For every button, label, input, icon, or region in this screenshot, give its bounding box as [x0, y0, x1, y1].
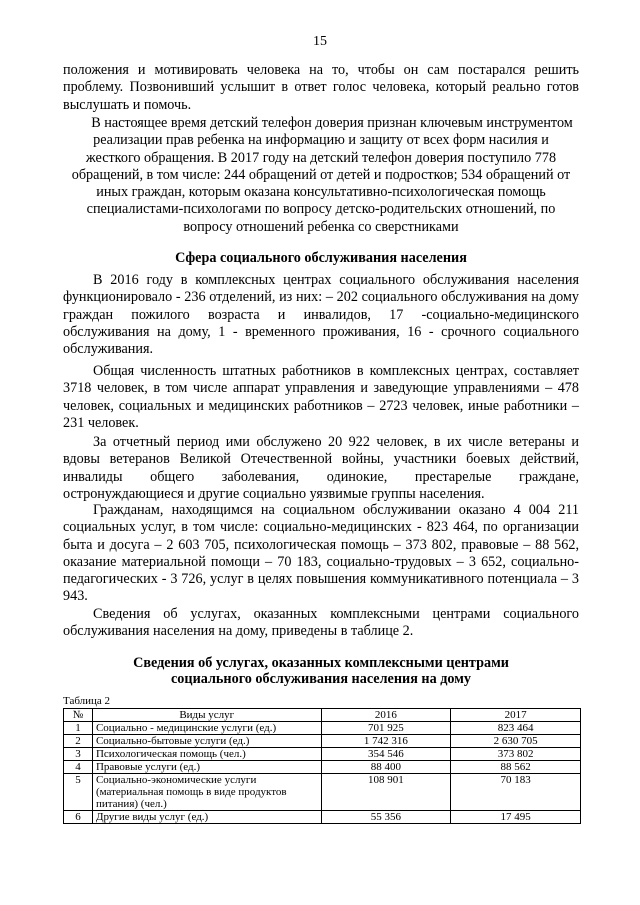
paragraph-hotline: В настоящее время детский телефон доверия признан ключевым инструментом реализации прав ребенка на информацию и защиту от всех форм насилия и жесткого обращения. В 2017 году на детский телефон доверия поступило 778 обращений, в том числе: 244 обращений от детей и подростков; 534 обращений от иных граждан, которым оказана консультативно-психологическая помощь специалистами-психологами по вопросу детско-родительских отношений, по вопросу отношений ребенка со сверстниками [71, 115, 573, 235]
paragraph-table-reference: Сведения об услугах, оказанных комплексными центрами социального обслуживания населения на дому, приведены в таблице 2. [63, 606, 579, 640]
table-row [64, 722, 581, 735]
table-row [64, 761, 581, 774]
row-number: 3 [64, 748, 93, 761]
row-service: Социально-экономические услуги (материальная помощь в виде продуктов питания) (чел.) [92, 774, 321, 811]
row-value-2016: 1 742 316 [321, 735, 451, 748]
row-number: 4 [64, 761, 93, 774]
section-title: Сфера социального обслуживания населения [175, 250, 467, 266]
row-value-2016: 701 925 [321, 722, 451, 735]
row-value-2017: 70 183 [451, 774, 581, 811]
row-service: Другие виды услуг (ед.) [92, 811, 321, 824]
paragraph-continuation: положения и мотивировать человека на то, чтобы он сам постарался решить проблему. Позвонивший услышит в ответ голос человека, который реально готов выслушать и помочь. [63, 62, 579, 113]
row-value-2017: 88 562 [451, 761, 581, 774]
row-service: Правовые услуги (ед.) [92, 761, 321, 774]
row-value-2016: 354 546 [321, 748, 451, 761]
row-value-2017: 823 464 [451, 722, 581, 735]
row-service: Социально - медицинские услуги (ед.) [92, 722, 321, 735]
header-service-type: Виды услуг [92, 709, 321, 722]
header-year-2017: 2017 [451, 709, 581, 722]
row-service: Психологическая помощь (чел.) [92, 748, 321, 761]
paragraph-served: За отчетный период ими обслужено 20 922 человек, в их числе ветераны и вдовы ветеранов Великой Отечественной войны, участники боевых действий, инвалиды общего заболевания, одинокие, престарелые граждане, остронуждающиеся и другие социально уязвимые группы населения. [63, 434, 579, 502]
row-number: 1 [64, 722, 93, 735]
table-row [64, 735, 581, 748]
row-number: 6 [64, 811, 93, 824]
row-service: Социально-бытовые услуги (ед.) [92, 735, 321, 748]
paragraph-services: Гражданам, находящимся на социальном обслуживании оказано 4 004 211 социальных услуг, в том числе: социально-медицинских - 823 464, по организации быта и досуга – 2 603 705, психологическая помощь – 373 802, правовые – 88 562, оказание материальной помощи – 70 183, социально-трудовых – 3 652, социально-педагогических - 3 726, услуг в целях повышения коммуникативного потенциала – 3 943. [63, 502, 579, 605]
table-title-line1: Сведения об услугах, оказанных комплексными центрами [133, 655, 509, 671]
table-title-line2: социального обслуживания населения на дому [171, 671, 471, 687]
table-row [64, 811, 581, 824]
table-caption: Таблица 2 [63, 695, 111, 707]
row-number: 2 [64, 735, 93, 748]
header-number: № [64, 709, 93, 722]
row-number: 5 [64, 774, 93, 811]
row-value-2017: 373 802 [451, 748, 581, 761]
row-value-2016: 108 901 [321, 774, 451, 811]
table-header-row [64, 709, 581, 722]
row-value-2016: 55 356 [321, 811, 451, 824]
row-value-2017: 17 495 [451, 811, 581, 824]
services-table [63, 708, 581, 824]
paragraph-departments: В 2016 году в комплексных центрах социального обслуживания населения функционировало - 236 отделений, из них: – 202 социального обслуживания на дому граждан пожилого возраста и инвалидов, 17 -социально-медицинского обслуживания на дому, 1 - временного проживания, 16 - срочного социального обслуживания. [63, 272, 579, 358]
row-value-2016: 88 400 [321, 761, 451, 774]
row-value-2017: 2 630 705 [451, 735, 581, 748]
header-year-2016: 2016 [321, 709, 451, 722]
table-row [64, 774, 581, 811]
paragraph-staff: Общая численность штатных работников в комплексных центрах, составляет 3718 человек, в том числе аппарат управления и заведующие управлениями – 478 человек, социальных и медицинских работников – 2723 человек, иные работники – 231 человек. [63, 363, 579, 431]
table-title [63, 655, 579, 687]
table-row [64, 748, 581, 761]
page-number: 15 [313, 34, 327, 49]
